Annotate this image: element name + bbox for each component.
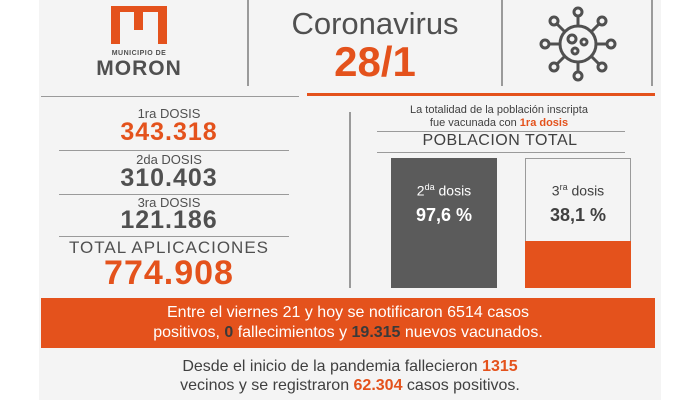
bar3-num: 3 xyxy=(551,182,560,199)
population-title: POBLACION TOTAL xyxy=(422,132,578,149)
summary-text-2: vecinos y se registraron xyxy=(180,377,354,394)
dose-2-bar-value: 97,6 % xyxy=(415,205,473,225)
moron-logo-icon xyxy=(111,6,167,44)
bar2-num: 2 xyxy=(416,182,425,199)
note-line-2: fue vacunada con xyxy=(429,117,520,129)
divider xyxy=(59,150,289,151)
divider xyxy=(349,112,351,288)
report-date: 28/1 xyxy=(334,38,416,85)
note-highlight: 1ra dosis xyxy=(519,117,569,129)
divider xyxy=(651,0,653,86)
weekly-banner-text xyxy=(41,303,655,343)
infographic-card xyxy=(39,0,661,400)
banner-line-1: Entre el viernes 21 y hoy se notificaron 6514 casos xyxy=(167,304,529,321)
page-title: Coronavirus xyxy=(291,6,459,41)
bar3-word: dosis xyxy=(567,182,605,199)
logo-name: MORON xyxy=(96,57,182,80)
divider xyxy=(501,0,503,86)
banner-text-3: fallecimientos y xyxy=(233,324,352,341)
total-value: 774.908 xyxy=(104,254,234,292)
bar2-sup: da xyxy=(424,182,435,192)
bar3-sup: ra xyxy=(559,182,568,192)
divider xyxy=(377,152,625,153)
dose-1-label: 1ra DOSIS xyxy=(137,106,201,121)
bar2-word: dosis xyxy=(434,182,472,199)
dose-3-value: 121.186 xyxy=(120,206,218,234)
dose-3-label: 3ra DOSIS xyxy=(137,195,201,210)
summary-deaths: 1315 xyxy=(482,358,518,375)
accent-rule xyxy=(307,93,655,96)
divider xyxy=(59,236,289,237)
banner-vaccinated: 19.315 xyxy=(351,324,401,341)
banner-text-4: nuevos vacunados. xyxy=(400,324,543,341)
dose-2-label: 2da DOSIS xyxy=(136,152,202,167)
virus-icon xyxy=(535,6,621,82)
dose-3-bar-value: 38,1 % xyxy=(549,205,607,225)
total-label: TOTAL APLICACIONES xyxy=(68,238,270,257)
banner-text-2: positivos, xyxy=(153,324,225,341)
dose-2-bar-label xyxy=(391,182,497,199)
note-line-1: La totalidad de la población inscripta xyxy=(410,104,588,116)
summary-text-3: casos positivos. xyxy=(402,377,520,394)
dose-3-bar xyxy=(525,241,631,288)
dose-1-value: 343.318 xyxy=(120,118,218,146)
dose-3-bar-label xyxy=(525,182,631,199)
population-note xyxy=(359,104,639,130)
summary-text-1: Desde el inicio de la pandemia fallecieron xyxy=(182,358,483,375)
divider xyxy=(41,96,299,97)
pandemic-summary xyxy=(39,357,661,395)
banner-deaths: 0 xyxy=(224,324,234,341)
divider xyxy=(247,0,249,86)
summary-cases: 62.304 xyxy=(353,377,403,394)
dose-2-value: 310.403 xyxy=(120,164,218,192)
logo-subtitle: MUNICIPIO DE xyxy=(111,50,167,57)
